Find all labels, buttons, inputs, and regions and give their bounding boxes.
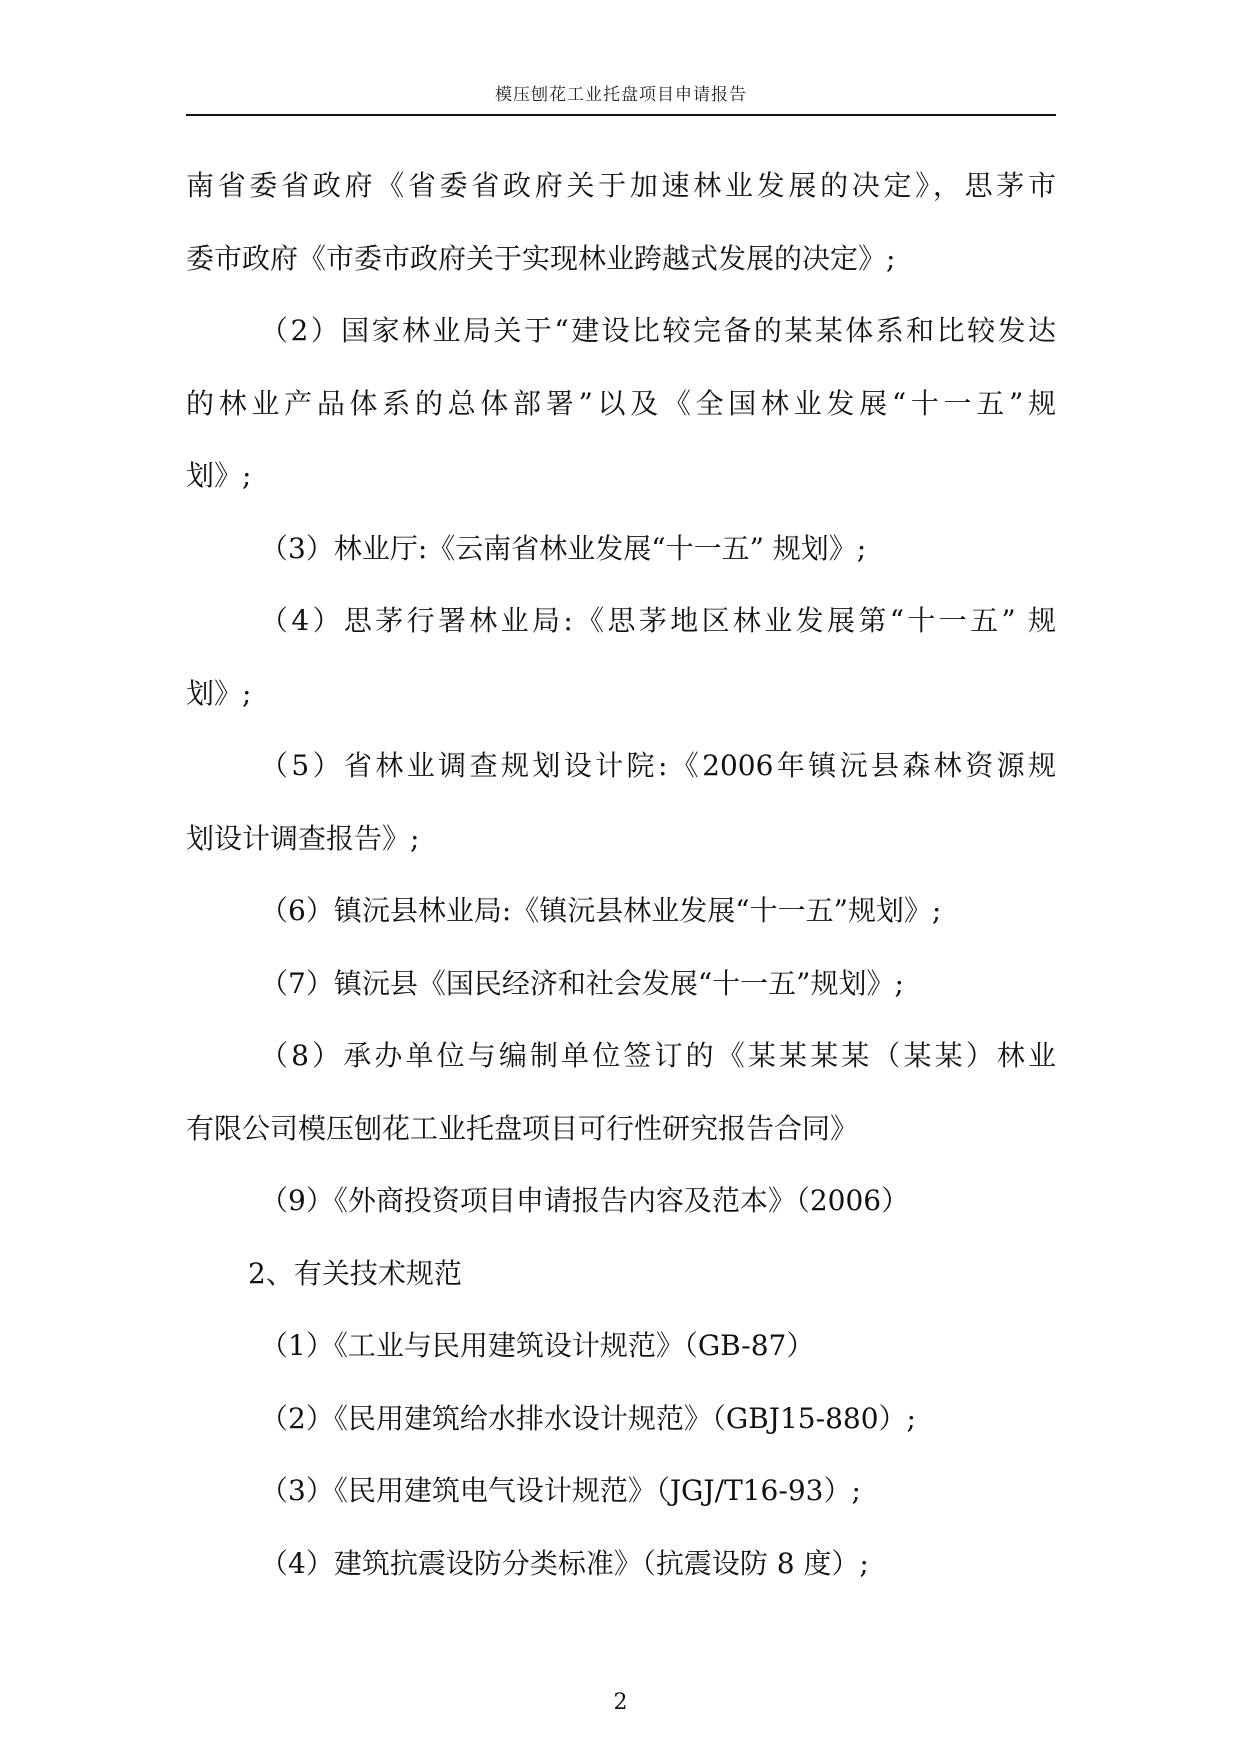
page-number: 2 bbox=[613, 1690, 628, 1715]
list-item: （9）《外商投资项目申请报告内容及范本》（2006） bbox=[260, 1184, 910, 1217]
text-line: 南省委省政府《省委省政府关于加速林业发展的决定》，思茅市 bbox=[186, 169, 1056, 202]
page-header-title: 模压刨花工业托盘项目申请报告 bbox=[495, 85, 747, 105]
text-line: 的林业产品体系的总体部署”以及《全国林业发展“十一五”规 bbox=[186, 386, 1056, 420]
list-item: （6）镇沅县林业局:《镇沅县林业发展“十一五”规划》; bbox=[260, 894, 942, 927]
list-item: （4）建筑抗震设防分类标准》（抗震设防 8 度）; bbox=[260, 1546, 869, 1580]
list-item: （3）《民用建筑电气设计规范》（JGJ/T16-93）; bbox=[260, 1474, 861, 1507]
section-heading: 2、有关技术规范 bbox=[248, 1256, 462, 1290]
text-line: 委市政府《市委市政府关于实现林业跨越式发展的决定》; bbox=[186, 241, 896, 275]
list-item: （2）国家林业局关于“建设比较完备的某某体系和比较发达 bbox=[260, 314, 1056, 347]
list-item: （7）镇沅县《国民经济和社会发展“十一五”规划》; bbox=[260, 966, 904, 1000]
list-item: （2）《民用建筑给水排水设计规范》（GBJ15-880）; bbox=[260, 1401, 916, 1435]
text-line: 划》; bbox=[186, 459, 252, 492]
list-item: （1）《工业与民用建筑设计规范》（GB-87） bbox=[260, 1329, 815, 1362]
text-line: 划》; bbox=[186, 676, 252, 710]
list-item: （8）承办单位与编制单位签订的《某某某某（某某）林业 bbox=[260, 1039, 1056, 1072]
text-line: 划设计调查报告》; bbox=[186, 821, 420, 855]
text-line: 有限公司模压刨花工业托盘项目可行性研究报告合同》 bbox=[186, 1111, 859, 1145]
document-body bbox=[186, 150, 1056, 1600]
list-item: （3）林业厅:《云南省林业发展“十一五” 规划》; bbox=[260, 531, 867, 565]
header-divider bbox=[186, 114, 1056, 116]
list-item: （4）思茅行署林业局:《思茅地区林业发展第“十一五” 规 bbox=[260, 604, 1056, 637]
list-item: （5）省林业调查规划设计院:《2006年镇沅县森林资源规 bbox=[260, 749, 1056, 782]
